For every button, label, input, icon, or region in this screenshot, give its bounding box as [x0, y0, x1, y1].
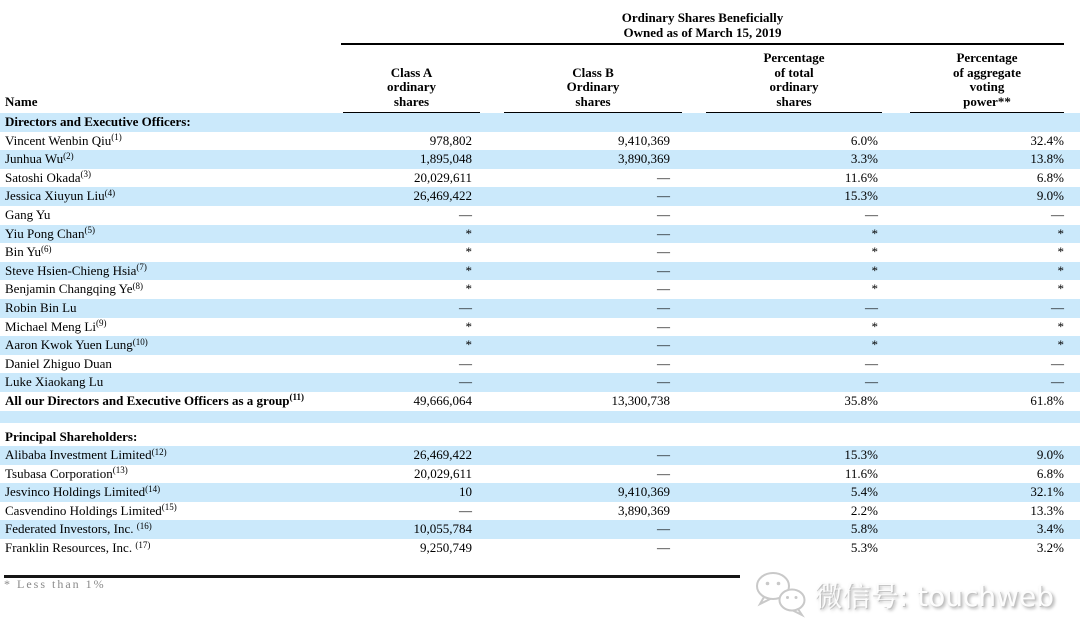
table-head-columns: [0, 51, 1080, 113]
table-row: [0, 539, 1080, 558]
cell-vote: *: [1057, 225, 1064, 241]
row-name: [0, 299, 335, 318]
header-line: voting: [969, 79, 1005, 94]
cell-pct: 3.3%: [850, 151, 878, 167]
cell-vote: —: [1051, 355, 1064, 371]
cell-b: —: [657, 374, 670, 390]
row-name: [0, 132, 335, 151]
cell-pct: 2.2%: [850, 502, 878, 518]
group-header-line1: Ordinary Shares Beneficially: [621, 10, 784, 25]
row-name-text: Principal Shareholders:: [5, 428, 138, 444]
cell-pct: 6.0%: [850, 132, 878, 148]
cell-a: 20,029,611: [413, 465, 472, 481]
cell-b: —: [657, 355, 670, 371]
cell-a: [335, 428, 480, 447]
cell-pct: —: [865, 355, 878, 371]
table-row: [0, 187, 1080, 206]
cell-vote: *: [1057, 244, 1064, 260]
cell-b: 13,300,738: [611, 392, 670, 408]
table-row: [0, 373, 1080, 392]
cell-pct: *: [871, 225, 878, 241]
column-header-voting-power: [890, 51, 1080, 113]
footnote-ref: (3): [80, 169, 91, 180]
cell-b: 9,410,369: [618, 484, 670, 500]
footnote-ref: (17): [135, 539, 151, 550]
watermark-text: 微信号: touchweb: [814, 580, 1054, 613]
cell-b: [480, 428, 690, 447]
cell-a: —: [459, 502, 472, 518]
cell-pct: 5.8%: [850, 521, 878, 537]
footnote-text: * Less than 1%: [4, 576, 106, 591]
cell-b: 9,410,369: [618, 132, 670, 148]
header-line: power**: [963, 93, 1011, 109]
footnote-ref: (6): [41, 243, 52, 254]
cell-b: 3,890,369: [618, 502, 670, 518]
row-name: [0, 150, 335, 169]
row-name-text: Directors and Executive Officers:: [5, 114, 191, 129]
cell-pct: 35.8%: [844, 392, 878, 408]
cell-b: —: [657, 299, 670, 315]
row-name-text: Tsubasa Corporation: [5, 465, 113, 481]
row-name-text: Benjamin Changqing Ye: [5, 281, 133, 297]
cell-vote: [890, 113, 1080, 132]
cell-pct: —: [865, 374, 878, 390]
cell-b: —: [657, 521, 670, 537]
row-name: [0, 392, 335, 411]
cell-pct: 15.3%: [844, 188, 878, 204]
cell-a: *: [465, 318, 472, 334]
cell-pct: *: [871, 262, 878, 278]
cell-vote: *: [1057, 262, 1064, 278]
row-name: [0, 169, 335, 188]
cell-a: 1,895,048: [420, 151, 472, 167]
cell-vote: 32.1%: [1030, 484, 1064, 500]
cell-pct: 5.4%: [850, 484, 878, 500]
cell-vote: 6.8%: [1036, 465, 1064, 481]
row-name: [0, 225, 335, 244]
cell-vote: —: [1051, 374, 1064, 390]
cell-b: —: [657, 262, 670, 278]
footnote-ref: (13): [112, 465, 128, 476]
cell-vote: 9.0%: [1036, 447, 1064, 463]
cell-b: —: [657, 447, 670, 463]
cell-b: 3,890,369: [618, 151, 670, 167]
table-row: [0, 262, 1080, 281]
table-row: [0, 225, 1080, 244]
table-row: [0, 392, 1080, 411]
table-row: [0, 243, 1080, 262]
cell-b: —: [657, 465, 670, 481]
table-row: [0, 132, 1080, 151]
row-name-text: Jessica Xiuyun Liu: [5, 188, 105, 204]
cell-a: [335, 113, 480, 132]
cell-pct: 15.3%: [844, 447, 878, 463]
cell-pct: —: [865, 299, 878, 315]
row-name-text: Franklin Resources, Inc.: [5, 540, 136, 556]
row-name: [0, 243, 335, 262]
table-row: [0, 355, 1080, 374]
cell-b: —: [657, 244, 670, 260]
row-name: [0, 483, 335, 502]
watermark: [753, 570, 1054, 620]
row-name: [0, 373, 335, 392]
cell-pct: 5.3%: [850, 540, 878, 556]
cell-a: —: [459, 206, 472, 222]
cell-vote: —: [1051, 299, 1064, 315]
row-name-text: Aaron Kwok Yuen Lung: [5, 337, 133, 353]
header-line: Class B: [572, 64, 614, 80]
cell-pct: 11.6%: [844, 169, 878, 185]
row-name-text: Yiu Pong Chan: [5, 225, 85, 241]
cell-a: *: [465, 225, 472, 241]
cell-b: —: [657, 337, 670, 353]
cell-a: 978,802: [429, 132, 472, 148]
name-column-header: Name: [5, 94, 38, 109]
section-row: [0, 113, 1080, 132]
row-name: [0, 355, 335, 374]
row-name: [0, 465, 335, 484]
header-line: Percentage: [956, 50, 1018, 65]
row-name-text: Junhua Wu: [5, 151, 64, 167]
row-name: [0, 428, 335, 447]
row-name: [0, 446, 335, 465]
footnote-ref: (2): [63, 150, 74, 161]
footnote-ref: (16): [136, 520, 152, 531]
cell-vote: 13.3%: [1030, 502, 1064, 518]
cell-b: —: [657, 281, 670, 297]
table-head-group: [0, 10, 1080, 45]
cell-a: 10,055,784: [413, 521, 472, 537]
cell-vote: 32.4%: [1030, 132, 1064, 148]
header-line: Percentage: [763, 50, 825, 65]
footnote-ref: (14): [145, 483, 161, 494]
table-row: [0, 280, 1080, 299]
cell-pct: [690, 113, 890, 132]
row-name-text: Daniel Zhiguo Duan: [5, 355, 112, 371]
wechat-icon: [753, 570, 807, 620]
table-row: [0, 206, 1080, 225]
spacer-row: [0, 411, 1080, 423]
column-header-class-a: [335, 66, 480, 114]
cell-a: *: [465, 281, 472, 297]
table-row: [0, 483, 1080, 502]
cell-a: 9,250,749: [420, 540, 472, 556]
cell-vote: *: [1057, 337, 1064, 353]
footnote-ref: (5): [84, 225, 95, 236]
cell-pct: [690, 428, 890, 447]
header-line: shares: [776, 93, 812, 109]
row-name: [0, 113, 335, 132]
cell-vote: [890, 428, 1080, 447]
cell-a: *: [465, 337, 472, 353]
row-name-text: Satoshi Okada: [5, 169, 81, 185]
row-name: [0, 539, 335, 558]
footnote-ref: (10): [132, 336, 148, 347]
cell-vote: *: [1057, 281, 1064, 297]
cell-vote: 9.0%: [1036, 188, 1064, 204]
table-row: [0, 520, 1080, 539]
row-name-text: Jesvinco Holdings Limited: [5, 484, 146, 500]
cell-a: 10: [459, 484, 472, 500]
footnote-ref: (8): [132, 280, 143, 291]
row-name: [0, 262, 335, 281]
footnote-ref: (1): [111, 132, 122, 143]
header-line: ordinary: [386, 79, 437, 94]
cell-vote: *: [1057, 318, 1064, 334]
cell-b: —: [657, 169, 670, 185]
cell-b: —: [657, 206, 670, 222]
cell-vote: 3.2%: [1036, 540, 1064, 556]
cell-a: —: [459, 355, 472, 371]
row-name-text: Michael Meng Li: [5, 318, 96, 334]
row-name: [0, 520, 335, 539]
cell-pct: *: [871, 318, 878, 334]
row-name: [0, 206, 335, 225]
row-name: [0, 318, 335, 337]
section-row: [0, 428, 1080, 447]
row-name-text: All our Directors and Executive Officers as a group: [5, 392, 290, 408]
row-name: [0, 187, 335, 206]
footnote-ref: (15): [161, 502, 177, 513]
cell-a: 26,469,422: [413, 447, 472, 463]
cell-pct: 11.6%: [844, 465, 878, 481]
cell-b: —: [657, 318, 670, 334]
column-header-pct-total: [690, 51, 890, 113]
cell-pct: *: [871, 244, 878, 260]
row-name-text: Vincent Wenbin Qiu: [5, 132, 112, 148]
column-header-class-b: [480, 66, 690, 114]
row-name-text: Robin Bin Lu: [5, 299, 77, 315]
header-line: shares: [393, 93, 430, 109]
row-name-text: Alibaba Investment Limited: [5, 447, 152, 463]
cell-b: —: [657, 188, 670, 204]
cell-vote: —: [1051, 206, 1064, 222]
row-name: [0, 280, 335, 299]
cell-vote: 6.8%: [1036, 169, 1064, 185]
cell-a: 26,469,422: [413, 188, 472, 204]
cell-b: [480, 113, 690, 132]
header-line: Class A: [390, 64, 433, 80]
table-row: [0, 318, 1080, 337]
row-name-text: Gang Yu: [5, 206, 51, 222]
header-line: Ordinary: [566, 79, 620, 94]
cell-a: 20,029,611: [413, 169, 472, 185]
cell-a: —: [459, 299, 472, 315]
cell-vote: 13.8%: [1030, 151, 1064, 167]
cell-a: —: [459, 374, 472, 390]
cell-pct: *: [871, 337, 878, 353]
row-name-text: Federated Investors, Inc.: [5, 521, 137, 537]
row-name-text: Bin Yu: [5, 244, 41, 260]
table-row: [0, 465, 1080, 484]
table-row: [0, 150, 1080, 169]
header-line: of aggregate: [953, 64, 1021, 80]
cell-vote: 61.8%: [1030, 392, 1064, 408]
table-row: [0, 336, 1080, 355]
cell-a: 49,666,064: [413, 392, 472, 408]
footnote-ref: (11): [289, 392, 305, 403]
cell-a: *: [465, 244, 472, 260]
header-line: ordinary: [769, 79, 819, 94]
table-row: [0, 299, 1080, 318]
row-name-text: Luke Xiaokang Lu: [5, 374, 104, 390]
footnote-ref: (12): [151, 446, 167, 457]
row-name: [0, 336, 335, 355]
row-name: [0, 502, 335, 521]
cell-b: —: [657, 540, 670, 556]
footnote-ref: (4): [104, 187, 116, 198]
footnote-ref: (9): [95, 318, 107, 329]
group-column-header: [341, 10, 1064, 45]
cell-pct: *: [871, 281, 878, 297]
header-line: of total: [774, 64, 814, 80]
table-row: [0, 502, 1080, 521]
table-body: [0, 113, 1080, 558]
table-row: [0, 169, 1080, 188]
cell-pct: —: [865, 206, 878, 222]
cell-vote: 3.4%: [1036, 521, 1064, 537]
row-name-text: Casvendino Holdings Limited: [5, 502, 162, 518]
table-row: [0, 446, 1080, 465]
cell-b: —: [657, 225, 670, 241]
row-name-text: Steve Hsien-Chieng Hsia: [5, 262, 137, 278]
group-header-line2: Owned as of March 15, 2019: [623, 25, 782, 40]
cell-a: *: [465, 262, 472, 278]
footnote-ref: (7): [136, 262, 147, 273]
header-line: shares: [575, 93, 611, 109]
